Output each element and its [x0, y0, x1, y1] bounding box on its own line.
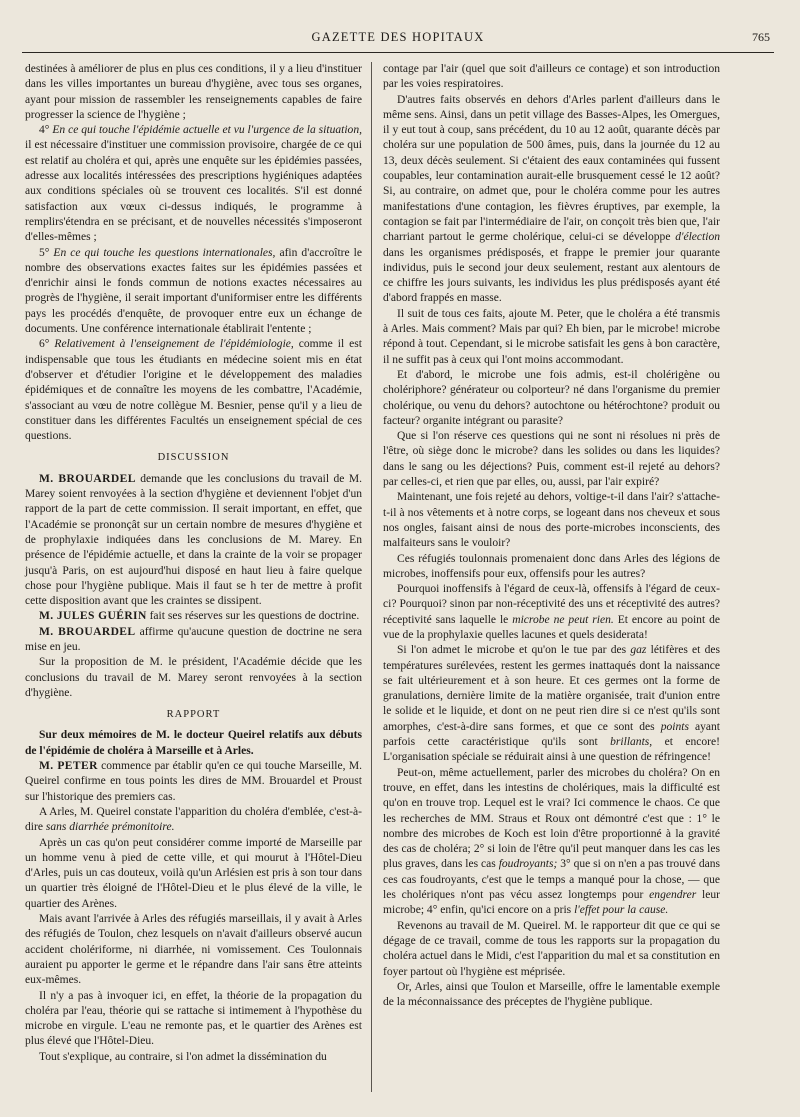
- paragraph: M. BROUARDEL demande que les conclusions du travail de M. Marey soient renvoyées à la section d'hygiène et deviennent l'objet d'un rapport de la part de cette commission. Il serait important, en effet, que l'Académie se prononçât sur un certain nombre de mesures d'hygiène et de prophylaxie indiquées dans les conclusions de M. Marey. En présence de l'épidémie actuelle, et dans la crainte de la voir se propager jusqu'à Paris, on est aujourd'hui disposé en haut lieu à faire quelque chose pour l'hygiène publique. Mais il faut se h ter de mettre à profit cette disposition avant que les craintes se dissipent.: [25, 472, 362, 608]
- section-heading-rapport: RAPPORT: [166, 709, 221, 721]
- paragraph: Tout s'explique, au contraire, si l'on admet la dissémination du: [39, 1050, 327, 1063]
- paragraph: Pourquoi inoffensifs à l'égard de ceux-là, offensifs à l'égard de ceux-ci? Pourquoi? sinon par non-réceptivité des uns et réceptivité des autres? réceptivité sans laquelle le microbe ne peut rien. Et encore au point de vue de la prophylaxie quelles lacunes et quels desiderata!: [383, 583, 720, 641]
- paragraph: Et d'abord, le microbe une fois admis, est-il cholérigène ou cholériphore? générateur ou colporteur? né dans l'organisme du premier cholérique, ou venu du dehors? autochtone ou hétérochtone? produit ou facteur? organite intégrant ou parasite?: [383, 368, 720, 427]
- left-column: [25, 62, 362, 1065]
- paragraph: Sur la proposition de M. le président, l'Académie décide que les conclusions du travail de M. Marey seront renvoyées à la section d'hygiène.: [25, 656, 362, 699]
- paragraph: contage par l'air (quel que soit d'ailleurs ce contage) et son introduction par les voies respiratoires.: [383, 63, 720, 91]
- paragraph: 4° En ce qui touche l'épidémie actuelle et vu l'urgence de la situation, il est nécessaire d'instituer une commission provisoire, chargée de ce qui est relatif au choléra et qui, après une enquête sur les épidémies passées, adresse aux localités intéressées des prescriptions hygiéniques adaptées aux conditions spéciales où se trouvent ces localités. S'il est donné satisfaction aux vœux ci-dessus indiqués, le programme à remplirs'étendra en se précisant, et de nouvelles nécessités s'imposeront d'elles-mêmes ;: [25, 124, 362, 244]
- paragraph: 6° Relativement à l'enseignement de l'épidémiologie, comme il est indispensable que tous les étudiants en médecine soient mis en état d'observer et d'étudier l'origine et le développement des maladies épidémiques et de connaître les moyens de les combattre, l'Académie, s'associant au vœu de notre collègue M. Besnier, pense qu'il y a lieu de constituer dans les différentes Facultés un enseignement spécial de ces questions.: [25, 338, 362, 443]
- paragraph: Que si l'on réserve ces questions qui ne sont ni résolues ni près de l'être, où siège donc le microbe? dans les solides ou dans les liquides? dans le sang ou les déjections? Puis, comment est-il rejeté au dehors? par celles-ci, et rien que par elles, ou, aussi, par l'air expiré?: [383, 430, 720, 489]
- section-heading-discussion: DISCUSSION: [157, 452, 230, 464]
- paragraph: destinées à améliorer de plus en plus ces conditions, il y a lieu d'instituer dans les villes importantes un bureau d'hygiène, avec tous ses organes, ayant pour mission de rassembler les renseignements capables de faire progresser la science de l'hygiène ;: [25, 63, 362, 121]
- paragraph: D'autres faits observés en dehors d'Arles parlent d'ailleurs dans le même sens. Ainsi, dans un petit village des Basses-Alpes, les Omergues, il y eut tout à coup, sans précédent, du 10 au 12 août, quarante décès par choléra sur une population de 500 âmes, puis, dans la journée du 12 au 13, deux décès seulement. Si c'étaient des eaux contaminées qui fussent coupables, leur contamination aurait-elle brusquement cessé le 12 août? Si, au contraire, on admet que, pour le choléra comme pour les autres manifestations d'une contagion, les fièvres éruptives, par exemple, la contagion se fait par l'intermédiaire de l'air, on conçoit très bien que, l'air charriant partout le germe cholérique, celui-ci se développe d'élection dans les organismes prédisposés, et frappe le premier jour quarante individus, puis le second jour deux seulement, restant aux alentours de ce chiffre les jours suivants, les individus les plus prédisposés ayant été d'abord frappés en masse.: [383, 93, 720, 305]
- paragraph: Ces réfugiés toulonnais promenaient donc dans Arles des légions de microbes, inoffensifs pour eux, offensifs pour les autres?: [383, 552, 720, 580]
- paragraph: Or, Arles, ainsi que Toulon et Marseille, offre le lamentable exemple de la méconnaissance des préceptes de l'hygiène publique.: [383, 980, 720, 1009]
- paragraph: Il suit de tous ces faits, ajoute M. Peter, que le choléra a été transmis à Arles. Mais comment? Mais par qui? Eh bien, par le microbe! microbe répond à tout. Cependant, si le microbe satisfait les gens à bon caractère, il ne suffit pas à ceux qui l'ont moins accommodant.: [383, 307, 720, 366]
- paragraph: Si l'on admet le microbe et qu'on le tue par des gaz létifères et des températures surélevées, restent les germes inattaqués dont la naissance se fait ultérieurement et à son heure. Et ces germes ont la forme de granulations, dernière limite de la matière organisée, trait d'union entre le solide et le liquide, et dont on ne peut rien dire si ce n'est qu'ils sont amorphes, c'est-à-dire sans formes, et que ce sont des points ayant parfois cette caractéristique qu'ils sont brillants, et encore! L'organisation spéciale se réduirait ainsi à une question de réfringence!: [383, 644, 720, 764]
- running-header: [22, 22, 774, 53]
- paragraph: 5° En ce qui touche les questions internationales, afin d'accroître le nombre des observations exactes faites sur les épidémies passées et d'enrichir ainsi le fonds commun de notions exactes nécessaires au progrès de l'hygiène, il serait important d'uniformiser entre les différents pays les procédés d'enquête, de provoquer entre eux un échange de documents. Une conférence internationale établirait l'entente ;: [25, 246, 363, 336]
- report-title: Sur deux mémoires de M. le docteur Queirel relatifs aux débuts de l'épidémie de choléra à Marseille et à Arles.: [25, 729, 362, 757]
- paragraph: Revenons au travail de M. Queirel. M. le rapporteur dit que ce qui se dégage de ce travail, comme de tous les rapports sur la propagation du choléra actuel dans le Midi, c'est l'apparition du mal et sa constitution en foyer partout où l'hygiène est méprisée.: [383, 919, 720, 978]
- paragraph: Maintenant, une fois rejeté au dehors, voltige-t-il dans l'air? s'attache-t-il à nos vêtements et à notre corps, se logeant dans nos cheveux et sous nos ongles, faisant ainsi de nous des porte-microbes inconscients, des malfaiteurs sans le vouloir?: [383, 491, 720, 550]
- column-divider: [371, 62, 372, 1092]
- paragraph: A Arles, M. Queirel constate l'apparition du choléra d'emblée, c'est-à-dire sans diarrhée prémonitoire.: [25, 805, 362, 834]
- paragraph: M. JULES GUÉRIN fait ses réserves sur les questions de doctrine.: [39, 610, 360, 623]
- paragraph: M. PETER commence par établir qu'en ce qui touche Marseille, M. Queirel confirme en tous points les dires de MM. Brouardel et Proust sur l'historique des premiers cas.: [25, 760, 363, 803]
- paragraph: Mais avant l'arrivée à Arles des réfugiés marseillais, il y avait à Arles des réfugiés de Toulon, chez lesquels on n'avait d'ailleurs observé aucun accident cholériforme, ni diarrhée, ni vomissement. Ces Toulonnais auraient pu apporter le germe et le répandre dans l'air sans être atteints eux-mêmes.: [25, 913, 362, 987]
- right-column: [383, 62, 720, 1010]
- paragraph: M. BROUARDEL affirme qu'aucune question de doctrine ne sera mise en jeu.: [25, 625, 362, 653]
- paragraph: Peut-on, même actuellement, parler des microbes du choléra? On en trouve, en effet, dans les intestins de cholériques, mais la difficulté est qu'on en trouve trop. Lequel est le vrai? Ici commence le chaos. Ce que les recherches de MM. Straus et Roux ont démontré c'est que : 1° le nombre des microbes de Koch est loin d'être proportionné à la gravité des cas de choléra; 2° si loin de l'être qu'il peut manquer dans les cas les plus graves, dans les cas foudroyants; 3° que si on n'en a pas trouvé dans ces cas foudroyants, c'est que le temps a manqué pour la chose, — que les cholériques n'ont pas vécu assez longtemps pour engendrer leur microbe; 4° enfin, qu'ici encore on a pris l'effet pour la cause.: [383, 766, 720, 917]
- publication-title: GAZETTE DES HOPITAUX: [311, 30, 485, 44]
- paragraph: Il n'y a pas à invoquer ici, en effet, la théorie de la propagation du choléra par l'eau, théorie qui se rattache si intimement à l'hypothèse du microbe en virgule. L'eau ne remonte pas, et le quartier des Arènes est plus élevé que l'Hôtel-Dieu.: [25, 989, 362, 1048]
- page-number: 765: [752, 30, 770, 44]
- paragraph: Après un cas qu'on peut considérer comme importé de Marseille par un homme venu à pied de cette ville, et qui mourut à l'Hôtel-Dieu d'Arles, puis un cas douteux, voilà qu'un Arlésien est pris à son tour dans un quartier très éloigné de l'Hôtel-Dieu et le plus élevé de la ville, le quartier des Arènes.: [25, 836, 362, 910]
